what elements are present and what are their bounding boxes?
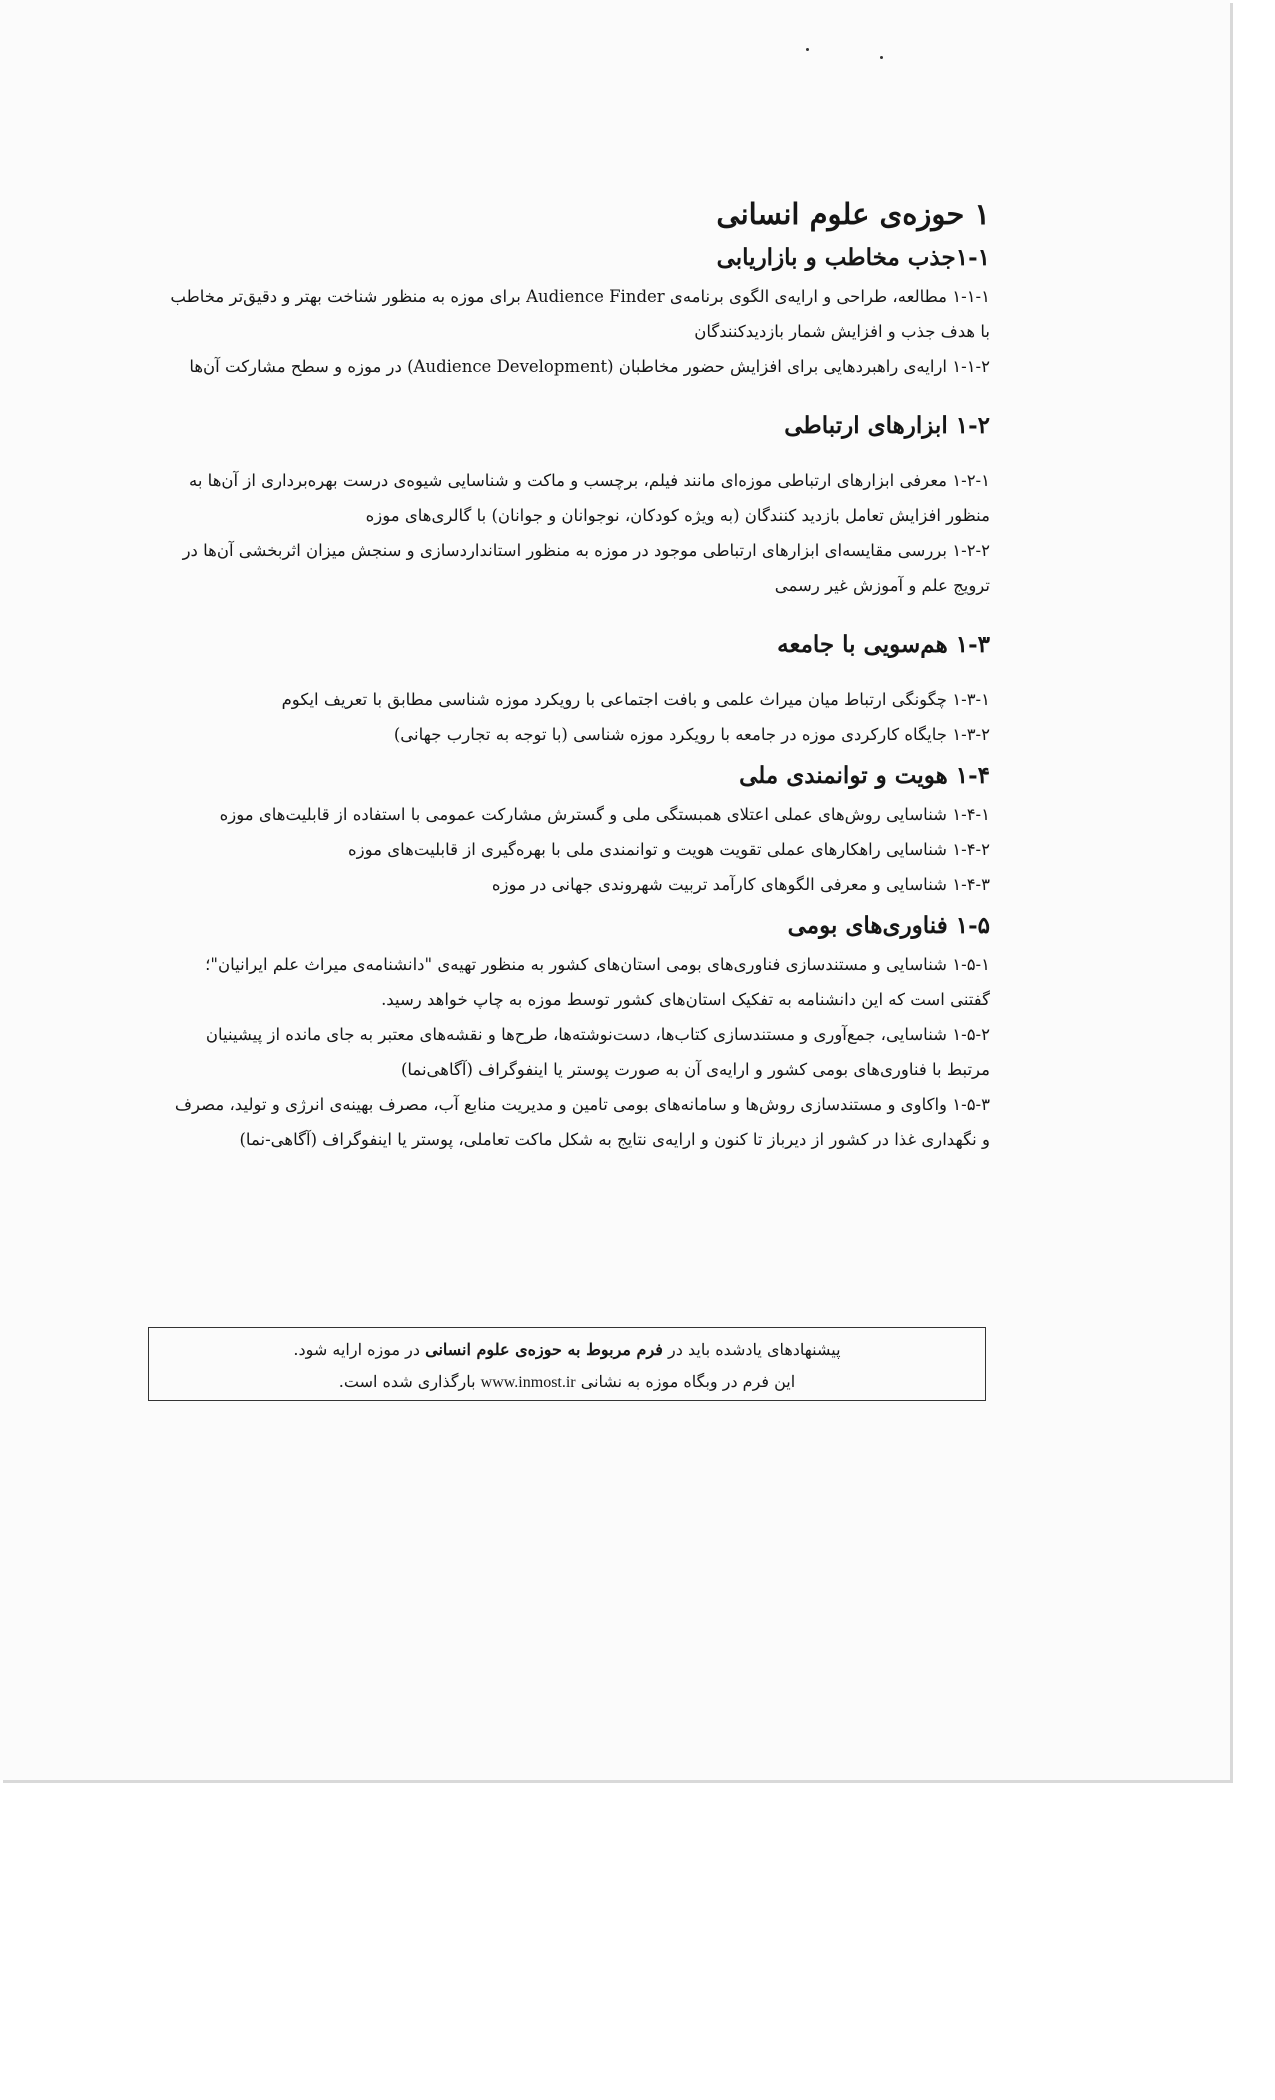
list-item: ۱-۳-۲ جایگاه کارکردی موزه در جامعه با رویکرد موزه شناسی (با توجه به تجارب جهانی) bbox=[393, 724, 990, 744]
list-item: ۱-۴-۲ شناسایی راهکارهای عملی تقویت هویت و توانمندی ملی با بهره‌گیری از قابلیت‌های موزه bbox=[348, 839, 990, 859]
submission-notice-box bbox=[148, 1327, 986, 1401]
list-item: ۱-۱-۱ مطالعه، طراحی و ارایه‌ی الگوی برنامه‌ی Audience Finder برای موزه به منظور شناخت بهتر و دقیق‌تر مخاطب با هدف جذب و افزایش شمار بازدیدکنندگان bbox=[170, 286, 990, 341]
section-community bbox=[170, 629, 990, 752]
section-items bbox=[170, 463, 990, 603]
list-item: ۱-۲-۱ معرفی ابزارهای ارتباطی موزه‌ای مانند فیلم، برچسب و ماکت و شناسایی شیوه‌ی درست بهره‌برداری از آن‌ها به منظور افزایش تعامل بازدید کنندگان (به ویژه کودکان، نوجوانان و جوانان) با گالری‌های موزه bbox=[189, 470, 990, 525]
scan-speck bbox=[880, 56, 883, 59]
list-item: ۱-۵-۳ واکاوی و مستندسازی روش‌ها و سامانه‌های بومی تامین و مدیریت منابع آب، مصرف بهینه‌ی انرژی و تولید، مصرف و نگهداری غذا در کشور از دیرباز تا کنون و ارایه‌ی نتایج به شکل ماکت تعاملی، پوستر یا اینفوگراف (آگاهی-نما) bbox=[174, 1094, 990, 1149]
list-item: ۱-۲-۲ بررسی مقایسه‌ای ابزارهای ارتباطی موجود در موزه به منظور استانداردسازی و سنجش میزان اثربخشی آن‌ها در ترویج علم و آموزش غیر رسمی bbox=[182, 540, 990, 595]
section-communication-tools bbox=[170, 410, 990, 603]
list-item: ۱-۴-۳ شناسایی و معرفی الگوهای کارآمد تربیت شهروندی جهانی در موزه bbox=[491, 874, 990, 894]
section-items bbox=[170, 947, 990, 1157]
scan-speck bbox=[806, 48, 809, 51]
notice-text: پیشنهادهای یادشده باید در bbox=[668, 1340, 841, 1359]
list-item: ۱-۴-۱ شناسایی روش‌های عملی اعتلای همبستگی ملی و گسترش مشارکت عمومی با استفاده از قابلیت‌های موزه bbox=[219, 804, 990, 824]
section-heading: ۱-۲ ابزارهای ارتباطی bbox=[784, 411, 990, 439]
website-link[interactable]: www.inmost.ir bbox=[480, 1374, 576, 1391]
notice-text: این فرم در وبگاه موزه به نشانی bbox=[580, 1372, 796, 1391]
scan-specks bbox=[800, 44, 900, 64]
list-item: ۱-۵-۱ شناسایی و مستندسازی فناوری‌های بومی استان‌های کشور به منظور تهیه‌ی "دانشنامه‌ی میراث علم ایرانیان"؛ گفتنی است که این دانشنامه به تفکیک استان‌های کشور توسط موزه به چاپ خواهد رسید. bbox=[205, 954, 990, 1009]
list-item: ۱-۱-۲ ارایه‌ی راهبردهایی برای افزایش حضور مخاطبان (Audience Development) در موزه و سطح مشارکت آن‌ها bbox=[189, 356, 990, 376]
section-local-technologies bbox=[170, 910, 990, 1157]
list-item: ۱-۳-۱ چگونگی ارتباط میان میراث علمی و بافت اجتماعی با رویکرد موزه شناسی مطابق با تعریف ایکوم bbox=[281, 689, 990, 709]
section-heading: ۱-۳ هم‌سویی با جامعه bbox=[777, 630, 990, 658]
section-national-identity bbox=[170, 760, 990, 902]
section-heading: ۱-۵ فناوری‌های بومی bbox=[787, 911, 990, 939]
section-items bbox=[170, 682, 990, 752]
section-heading: ۱-۱جذب مخاطب و بازاریابی bbox=[716, 243, 990, 271]
section-items bbox=[170, 797, 990, 902]
list-item: ۱-۵-۲ شناسایی، جمع‌آوری و مستندسازی کتاب‌ها، دست‌نوشته‌ها، طرح‌ها و نقشه‌های معتبر به جای مانده از پیشینیان مرتبط با فناوری‌های بومی کشور و ارایه‌ی آن به صورت پوستر یا اینفوگراف (آگاهی‌نما) bbox=[205, 1024, 990, 1079]
notice-line-2 bbox=[149, 1366, 985, 1399]
notice-form-name: فرم مربوط به حوزه‌ی علوم انسانی bbox=[425, 1340, 663, 1359]
notice-line-1 bbox=[149, 1334, 985, 1366]
section-heading: ۱-۴ هویت و توانمندی ملی bbox=[739, 761, 990, 789]
notice-text: بارگذاری شده است. bbox=[338, 1372, 476, 1391]
document-body bbox=[170, 196, 990, 1183]
section-items bbox=[170, 279, 990, 384]
notice-text: در موزه ارایه شود. bbox=[293, 1340, 421, 1359]
section-audience bbox=[170, 242, 990, 384]
main-heading: ۱ حوزه‌ی علوم انسانی bbox=[716, 197, 990, 231]
